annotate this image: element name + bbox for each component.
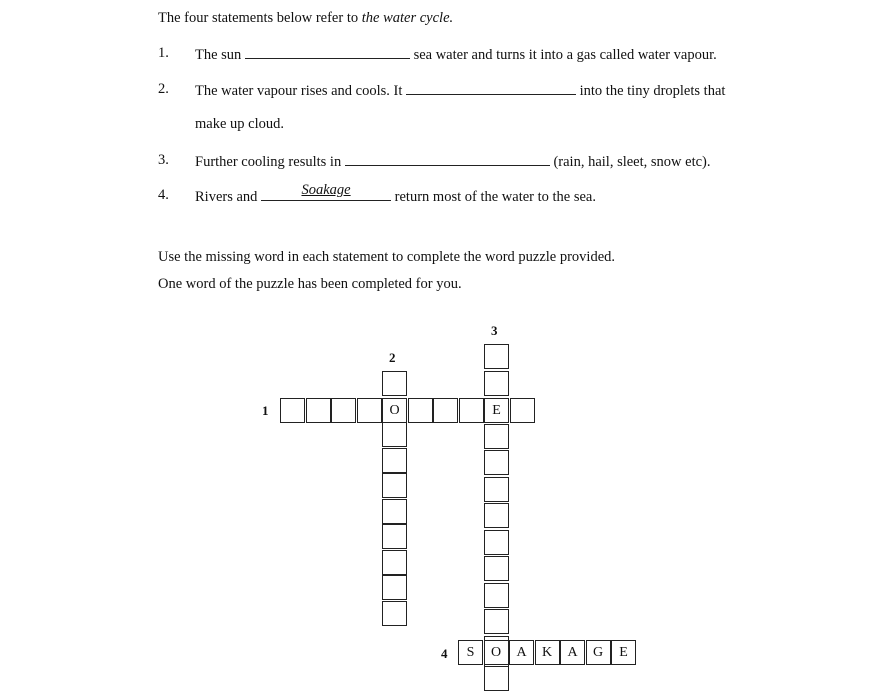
word1-cell[interactable] bbox=[306, 398, 331, 423]
blank-2[interactable] bbox=[406, 80, 576, 95]
word4-cell[interactable]: A bbox=[560, 640, 585, 665]
word3-cell[interactable] bbox=[484, 424, 509, 449]
statement-2 bbox=[195, 80, 725, 100]
word2-cell[interactable] bbox=[382, 499, 407, 524]
word3-cell[interactable] bbox=[484, 609, 509, 634]
word1-cell[interactable] bbox=[510, 398, 535, 423]
statement-3-before: Further cooling results in bbox=[195, 154, 342, 170]
word2-cell[interactable] bbox=[382, 448, 407, 473]
statement-3 bbox=[195, 151, 710, 171]
word1-cell[interactable] bbox=[331, 398, 356, 423]
word1-cell[interactable] bbox=[280, 398, 305, 423]
word4-cell[interactable]: K bbox=[535, 640, 560, 665]
word3-cell[interactable] bbox=[484, 344, 509, 369]
statement-1-number: 1. bbox=[158, 45, 169, 61]
instruction-2: One word of the puzzle has been completed for you. bbox=[158, 276, 462, 292]
word4-cell[interactable]: O bbox=[484, 640, 509, 665]
instruction-1: Use the missing word in each statement to complete the word puzzle provided. bbox=[158, 249, 616, 265]
clue-number-1: 1 bbox=[262, 403, 269, 418]
word1-cell[interactable]: E bbox=[484, 398, 509, 423]
intro-prefix: The four statements below refer to bbox=[158, 10, 362, 26]
word1-cell[interactable] bbox=[408, 398, 433, 423]
statement-2-continued: make up cloud. bbox=[195, 116, 284, 132]
statement-2-before: The water vapour rises and cools. It bbox=[195, 83, 403, 99]
word3-cell[interactable] bbox=[484, 583, 509, 608]
word2-cell[interactable] bbox=[382, 601, 407, 626]
word1-cell[interactable] bbox=[459, 398, 484, 423]
intro-text bbox=[158, 9, 453, 27]
word4-cell[interactable]: A bbox=[509, 640, 534, 665]
statement-2-number: 2. bbox=[158, 81, 169, 97]
statement-4-before: Rivers and bbox=[195, 189, 258, 205]
word2-cell[interactable] bbox=[382, 524, 407, 549]
word3-cell[interactable] bbox=[484, 666, 509, 691]
blank-4-answer: Soakage bbox=[301, 182, 351, 198]
word2-cell[interactable] bbox=[382, 371, 407, 396]
word3-cell[interactable] bbox=[484, 371, 509, 396]
word1-cell[interactable]: O bbox=[382, 398, 407, 423]
statement-1 bbox=[195, 44, 717, 64]
word2-cell[interactable] bbox=[382, 575, 407, 600]
word1-cell[interactable] bbox=[357, 398, 382, 423]
statement-1-before: The sun bbox=[195, 47, 242, 63]
statement-3-after: (rain, hail, sleet, snow etc). bbox=[553, 154, 711, 170]
word2-cell[interactable] bbox=[382, 550, 407, 575]
statement-4 bbox=[195, 182, 596, 206]
clue-number-4: 4 bbox=[441, 646, 448, 661]
word2-cell[interactable] bbox=[382, 473, 407, 498]
word3-cell[interactable] bbox=[484, 556, 509, 581]
intro-emphasis: the water cycle. bbox=[361, 10, 454, 26]
word2-cell[interactable] bbox=[382, 422, 407, 447]
word3-cell[interactable] bbox=[484, 503, 509, 528]
statement-1-after: sea water and turns it into a gas called water vapour. bbox=[413, 47, 717, 63]
blank-4[interactable] bbox=[261, 182, 391, 201]
word4-cell[interactable]: G bbox=[586, 640, 611, 665]
word3-cell[interactable] bbox=[484, 530, 509, 555]
word3-cell[interactable] bbox=[484, 477, 509, 502]
statement-3-number: 3. bbox=[158, 152, 169, 168]
clue-number-3: 3 bbox=[491, 323, 498, 338]
statement-4-after: return most of the water to the sea. bbox=[394, 189, 596, 205]
word4-cell[interactable]: E bbox=[611, 640, 636, 665]
statement-4-number: 4. bbox=[158, 187, 169, 203]
blank-1[interactable] bbox=[245, 44, 410, 59]
statement-2-after: into the tiny droplets that bbox=[579, 83, 726, 99]
word3-cell[interactable] bbox=[484, 450, 509, 475]
word4-cell[interactable]: S bbox=[458, 640, 483, 665]
blank-3[interactable] bbox=[345, 151, 550, 166]
word1-cell[interactable] bbox=[433, 398, 458, 423]
clue-number-2: 2 bbox=[389, 350, 396, 365]
